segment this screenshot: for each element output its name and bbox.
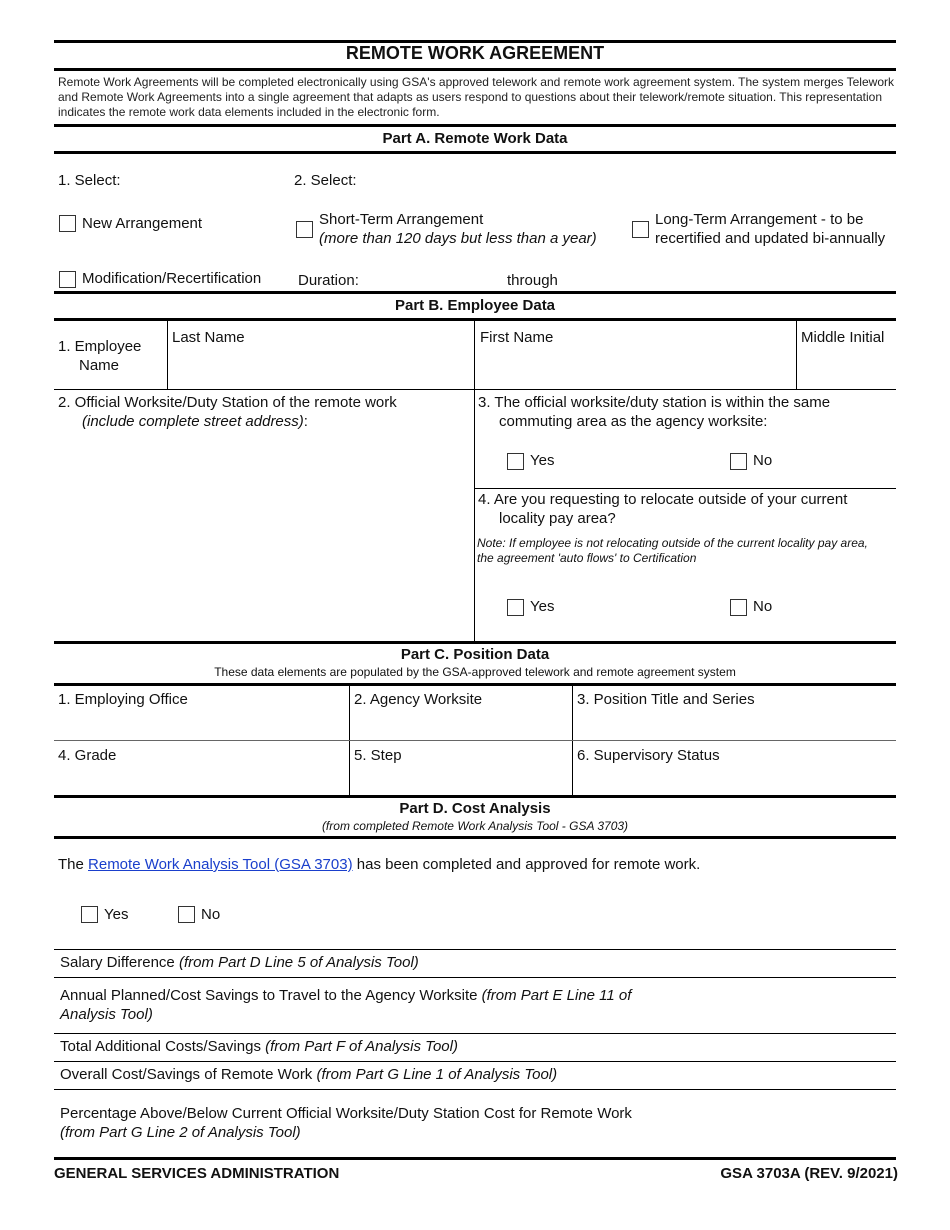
analysis-statement: The Remote Work Analysis Tool (GSA 3703) has been completed and approved for remote work. (58, 856, 701, 873)
form-title: REMOTE WORK AGREEMENT (345, 43, 605, 63)
short-term-label: Short-Term Arrangement (319, 211, 484, 228)
footer-form-number: GSA 3703A (REV. 9/2021) (720, 1165, 898, 1182)
part-d-rule (54, 836, 896, 839)
part-b-title: Part B. Employee Data (394, 297, 556, 314)
q4-no-checkbox[interactable] (730, 599, 747, 616)
q4-note: Note: If employee is not relocating outside of the current locality pay area, (477, 536, 868, 550)
step-field[interactable]: 5. Step (354, 747, 402, 764)
position-title-field[interactable]: 3. Position Title and Series (577, 691, 755, 708)
modification-checkbox[interactable] (59, 271, 76, 288)
middle-initial-field[interactable]: Middle Initial (801, 329, 885, 346)
title-rule (54, 68, 896, 71)
footer-rule (54, 1157, 896, 1160)
modification-label: Modification/Recertification (82, 270, 262, 287)
travel-savings-row-2: Analysis Tool) (60, 1006, 153, 1023)
overall-cost-row[interactable]: Overall Cost/Savings of Remote Work (from Part G Line 1 of Analysis Tool) (60, 1066, 558, 1083)
employee-name-label-2: Name (79, 357, 120, 374)
employee-name-label: 1. Employee (58, 338, 142, 355)
total-additional-costs-row[interactable]: Total Additional Costs/Savings (from Part F of Analysis Tool) (60, 1038, 458, 1055)
employing-office-field[interactable]: 1. Employing Office (58, 691, 188, 708)
q3-yes-checkbox[interactable] (507, 453, 524, 470)
part-d-title: Part D. Cost Analysis (399, 800, 551, 817)
q3-no-checkbox[interactable] (730, 453, 747, 470)
grade-field[interactable]: 4. Grade (58, 747, 117, 764)
part-b-top-rule (54, 291, 896, 294)
q3-yes-label: Yes (530, 452, 555, 469)
worksite-label: 2. Official Worksite/Duty Station of the remote work (58, 394, 397, 411)
part-a-rule (54, 151, 896, 154)
select-1-label: 1. Select: (58, 172, 121, 189)
analysis-no-checkbox[interactable] (178, 906, 195, 923)
analysis-tool-link[interactable]: Remote Work Analysis Tool (GSA 3703) (88, 856, 353, 873)
part-c-top-rule (54, 641, 896, 644)
intro-text: Remote Work Agreements will be completed electronically using GSA's approved telework and remote work agreement system. The system merges Telework and Remote Work Agreements into a single agreement that adapts as users respond to questions about their telework/remote situation. This representation indicates the remote work data elements included in the electronic form. (58, 75, 894, 119)
salary-difference-row[interactable]: Salary Difference (from Part D Line 5 of Analysis Tool) (60, 954, 419, 971)
new-arrangement-checkbox[interactable] (59, 215, 76, 232)
worksite-address-field[interactable] (58, 435, 468, 635)
new-arrangement-label: New Arrangement (82, 215, 203, 232)
first-name-field[interactable]: First Name (480, 329, 554, 346)
long-term-label-line1: Long-Term Arrangement - to be (655, 211, 864, 228)
select-2-label: 2. Select: (294, 172, 357, 189)
footer-agency: GENERAL SERVICES ADMINISTRATION (54, 1165, 340, 1182)
q4-yes-label: Yes (530, 598, 555, 615)
through-label: through (507, 272, 558, 289)
part-b-rule (54, 318, 896, 321)
supervisory-status-field[interactable]: 6. Supervisory Status (577, 747, 720, 764)
last-name-field[interactable]: Last Name (172, 329, 245, 346)
worksite-label-2: (include complete street address): (82, 413, 308, 430)
part-a-title: Part A. Remote Work Data (382, 130, 568, 147)
q4-label: 4. Are you requesting to relocate outside of your current (478, 491, 848, 508)
analysis-yes-checkbox[interactable] (81, 906, 98, 923)
q4-label-2: locality pay area? (499, 510, 616, 527)
q3-label-2: commuting area as the agency worksite: (499, 413, 768, 430)
analysis-no-label: No (201, 906, 221, 923)
agency-worksite-field[interactable]: 2. Agency Worksite (354, 691, 483, 708)
q4-note-2: the agreement 'auto flows' to Certification (477, 551, 697, 565)
part-a-top-rule (54, 124, 896, 127)
q3-no-label: No (753, 452, 773, 469)
percentage-row[interactable]: Percentage Above/Below Current Official Worksite/Duty Station Cost for Remote Work (60, 1105, 632, 1122)
duration-label: Duration: (298, 272, 359, 289)
long-term-checkbox[interactable] (632, 221, 649, 238)
part-c-title: Part C. Position Data (400, 646, 550, 663)
analysis-yes-label: Yes (104, 906, 129, 923)
short-term-checkbox[interactable] (296, 221, 313, 238)
form-page (54, 40, 896, 1190)
part-c-rule (54, 683, 896, 686)
long-term-label-line2: recertified and updated bi-annually (655, 230, 886, 247)
part-d-subtitle: (from completed Remote Work Analysis Tool - GSA 3703) (321, 819, 629, 833)
q3-label: 3. The official worksite/duty station is within the same (478, 394, 831, 411)
part-d-top-rule (54, 795, 896, 798)
short-term-note: (more than 120 days but less than a year) (319, 230, 597, 247)
percentage-row-2: (from Part G Line 2 of Analysis Tool) (60, 1124, 301, 1141)
q4-no-label: No (753, 598, 773, 615)
travel-savings-row[interactable]: Annual Planned/Cost Savings to Travel to the Agency Worksite (from Part E Line 11 of (60, 987, 632, 1004)
q4-yes-checkbox[interactable] (507, 599, 524, 616)
part-c-subtitle: These data elements are populated by the GSA-approved telework and remote agreement system (214, 665, 736, 679)
